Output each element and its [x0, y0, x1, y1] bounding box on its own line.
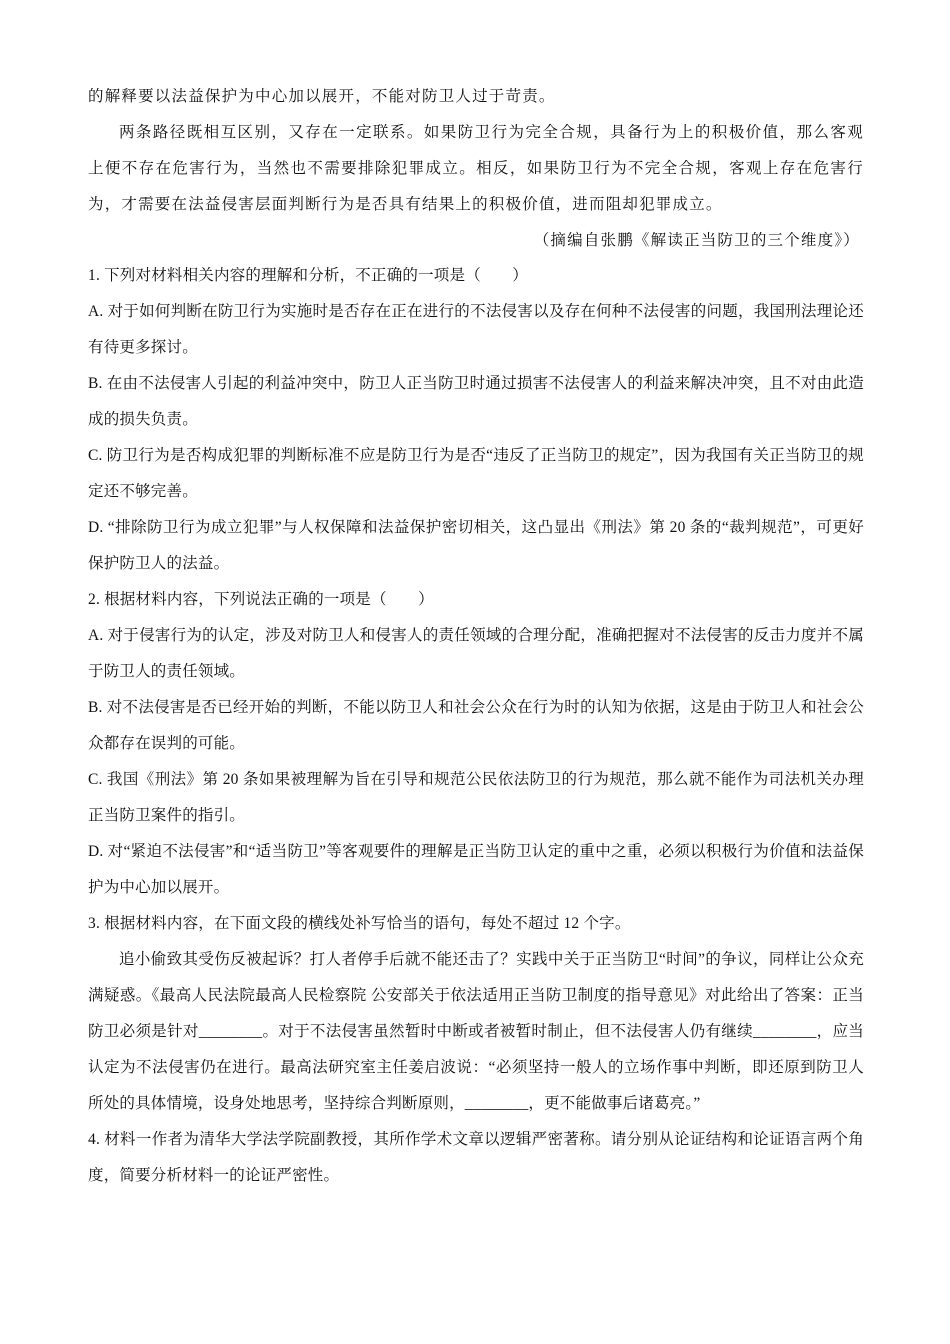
passage-source: （摘编自张鹏《解读正当防卫的三个维度》）	[533, 231, 860, 249]
document-page	[88, 78, 864, 1194]
question-3-text: 追小偷致其受伤反被起诉？打人者停手后就不能还击了？实践中关于正当防卫“时间”的争议，同样让公众充满疑惑。《最高人民法院最高人民检察院 公安部关于依法适用正当防卫制度的指导意见》对此给出了答案：正当防卫必须是针对________。对于不法侵害虽然暂时中断或者被暂时制止，但不法侵害人仍有继续________，应当认定为不法侵害仍在进行。最高法研究室主任姜启波说：“必须坚持一般人的立场作事中判断，即还原到防卫人所处的具体情境，设身处地思考，坚持综合判断原则，________，更不能做事后诸葛亮。”	[88, 951, 864, 1112]
question-1-option-d: D. “排除防卫行为成立犯罪”与人权保障和法益保护密切相关，这凸显出《刑法》第 20 条的“裁判规范”，可更好保护防卫人的法益。	[88, 519, 864, 572]
question-2-stem: 2. 根据材料内容，下列说法正确的一项是（ ）	[88, 591, 434, 608]
question-2-option-d: D. 对“紧迫不法侵害”和“适当防卫”等客观要件的理解是正当防卫认定的重中之重，必须以积极行为价值和法益保护为中心加以展开。	[88, 843, 864, 896]
question-1-option-c: C. 防卫行为是否构成犯罪的判断标准不应是防卫行为是否“违反了正当防卫的规定”，因为我国有关正当防卫的规定还不够完善。	[88, 447, 864, 500]
passage-paragraph-2: 两条路径既相互区别，又存在一定联系。如果防卫行为完全合规，具备行为上的积极价值，那么客观上便不存在危害行为，当然也不需要排除犯罪成立。相反，如果防卫行为不完全合规，客观上存在危害行为，才需要在法益侵害层面判断行为是否具有结果上的积极价值，进而阻却犯罪成立。	[88, 123, 864, 213]
question-2-option-b: B. 对不法侵害是否已经开始的判断，不能以防卫人和社会公众在行为时的认知为依据，这是由于防卫人和社会公众都存在误判的可能。	[88, 699, 864, 752]
question-1-stem: 1. 下列对材料相关内容的理解和分析，不正确的一项是（ ）	[88, 267, 529, 284]
question-1-option-b: B. 在由不法侵害人引起的利益冲突中，防卫人正当防卫时通过损害不法侵害人的利益来解决冲突，且不对由此造成的损失负责。	[88, 375, 864, 428]
question-4-stem: 4. 材料一作者为清华大学法学院副教授，其所作学术文章以逻辑严密著称。请分别从论证结构和论证语言两个角度，简要分析材料一的论证严密性。	[88, 1131, 864, 1184]
question-3-stem: 3. 根据材料内容，在下面文段的横线处补写恰当的语句，每处不超过 12 个字。	[88, 915, 631, 932]
passage-paragraph-1: 的解释要以法益保护为中心加以展开，不能对防卫人过于苛责。	[88, 87, 556, 105]
question-2-option-a: A. 对于侵害行为的认定，涉及对防卫人和侵害人的责任领域的合理分配，准确把握对不法侵害的反击力度并不属于防卫人的责任领域。	[88, 627, 864, 680]
question-2-option-c: C. 我国《刑法》第 20 条如果被理解为旨在引导和规范公民依法防卫的行为规范，那么就不能作为司法机关办理正当防卫案件的指引。	[88, 771, 864, 824]
question-1-option-a: A. 对于如何判断在防卫行为实施时是否存在正在进行的不法侵害以及存在何种不法侵害的问题，我国刑法理论还有待更多探讨。	[88, 303, 864, 356]
